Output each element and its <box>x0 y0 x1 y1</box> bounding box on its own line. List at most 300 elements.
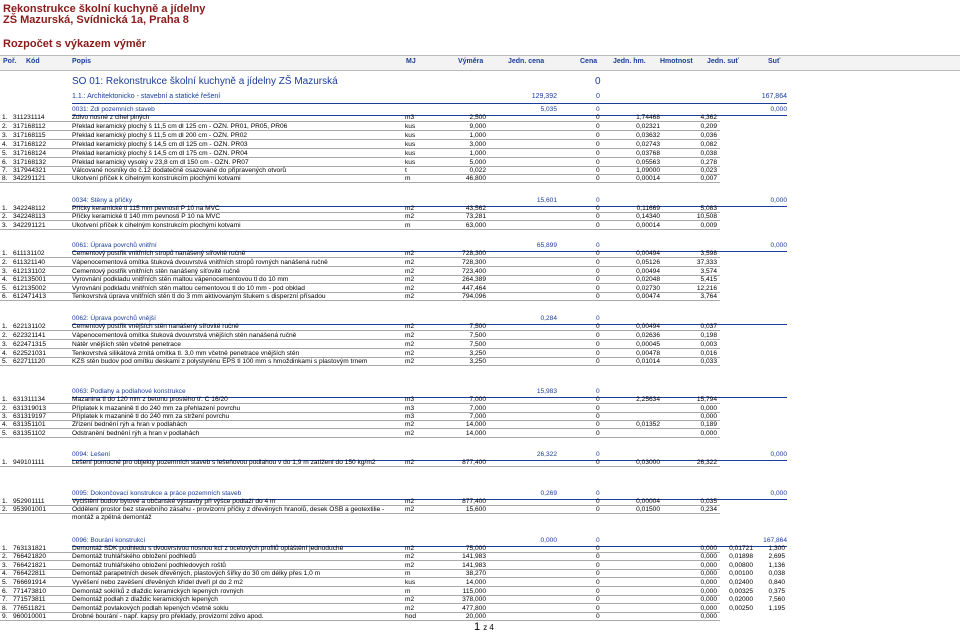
col-jedn-cena: Jedn. cena <box>508 58 545 65</box>
row-mj: m2 <box>405 250 415 257</box>
row-hm: 5,083 <box>700 205 717 212</box>
row-jhm: 0,00494 <box>636 323 660 330</box>
row-z: 0 <box>596 405 600 412</box>
row-code: 949101111 <box>13 459 45 466</box>
row-jsut: 0,02400 <box>729 579 753 586</box>
row-code: 612131102 <box>13 268 46 275</box>
so-heading <box>72 76 601 87</box>
row-qty: 477,800 <box>462 605 486 612</box>
row-code: 342248113 <box>13 213 46 220</box>
row-code: 317168115 <box>13 132 46 139</box>
row-desc: Vyvěšení nebo zavěšení dřevěných křídel dveří pl do 2 m2 <box>72 579 243 586</box>
row-z: 0 <box>596 562 600 569</box>
row-qty: 14,000 <box>465 421 486 428</box>
row-desc: Odstranění bednění rýh a hran v podlahách <box>72 430 200 437</box>
row-sut: 1,300 <box>768 545 785 552</box>
row-code: 766421820 <box>13 553 47 560</box>
row-mj: m2 <box>405 605 415 612</box>
row-code: 766421821 <box>13 562 47 569</box>
row-code: 342291121 <box>13 222 46 229</box>
row-code: 612471413 <box>13 293 47 300</box>
row-mj: m2 <box>405 421 415 428</box>
row-jsut: 0,02000 <box>729 596 753 603</box>
row-z: 0 <box>596 285 600 292</box>
section-title: 0031: Zdi pozemních staveb <box>72 106 155 113</box>
row-jhm: 0,11669 <box>636 205 660 212</box>
row-z: 0 <box>596 498 600 505</box>
section-title: 0096: Bourání konstrukcí <box>72 537 146 544</box>
row-num: 3. <box>2 341 8 348</box>
row-code: 771473810 <box>13 588 47 595</box>
project-title: Rekonstrukce školní kuchyně a jídelny <box>3 3 206 15</box>
row-code: 631351101 <box>13 421 46 428</box>
row-z: 0 <box>596 358 600 365</box>
row-num: 4. <box>2 276 8 283</box>
row-num: 3. <box>2 222 8 229</box>
row-mj: kus <box>405 579 416 586</box>
row-num: 2. <box>2 405 8 412</box>
row-desc: Cementový postřik vnějších stěn nanášený sířovitě ručně <box>72 323 239 330</box>
row-hm: 0,003 <box>700 341 717 348</box>
row-sut: 0,038 <box>768 570 785 577</box>
row-qty: 447,464 <box>462 285 486 292</box>
row-mj: m2 <box>405 459 415 466</box>
row-num: 4. <box>2 141 8 148</box>
row-qty: 3,250 <box>469 358 486 365</box>
row-z: 0 <box>596 413 600 420</box>
col-popis: Popis <box>72 58 92 65</box>
row-code: 622711120 <box>13 358 46 365</box>
row-num: 1. <box>2 459 8 466</box>
row-hm: 0,000 <box>700 579 717 586</box>
row-mj: m3 <box>405 396 415 403</box>
row-mj: m2 <box>405 350 415 357</box>
section-title: 0095: Dokončovací konstrukce a práce pozemních staveb <box>72 490 242 497</box>
section-sut: 0,000 <box>770 490 787 497</box>
row-desc: Demontáž parapetních desek dřevěných, plastových šířky do 30 cm délky přes 1,0 m <box>72 570 321 577</box>
row-desc: Oddělení prostor bez stavebního zásahu - provizorní příčky z dřevěných hranolů, desek OSB a geotextilie - montáž a zpětná demontáž <box>72 506 385 521</box>
row-mj: m2 <box>405 276 415 283</box>
row-jhm: 0,14340 <box>636 213 660 220</box>
row-desc: Demontáž truhlářského obložení podhledových roštů <box>72 562 226 569</box>
row-sut: 7,560 <box>768 596 785 603</box>
row-jhm: 2,25634 <box>636 396 660 403</box>
row-code: 631319013 <box>13 405 47 412</box>
section-hm: 15,983 <box>536 388 557 395</box>
row-num: 6. <box>2 588 8 595</box>
row-hm: 0,009 <box>700 222 717 229</box>
row-desc: Cementový postřik vnitřních stěn nanášený síťovitě ručně <box>72 268 240 275</box>
section-z: 0 <box>596 197 600 204</box>
row-desc: Vyčištění budov bytové a občanské výstavby při výšce podlaží do 4 m <box>72 498 276 505</box>
row-z: 0 <box>596 250 600 257</box>
row-z: 0 <box>596 396 600 403</box>
arch-heading <box>72 92 787 104</box>
row-num: 5. <box>2 430 8 437</box>
row-num: 8. <box>2 175 8 182</box>
row-num: 2. <box>2 213 8 220</box>
row-z: 0 <box>596 259 600 266</box>
row-mj: m2 <box>405 332 415 339</box>
row-hm: 0,023 <box>700 167 717 174</box>
row-jsut: 0,00100 <box>729 570 753 577</box>
row-hm: 0,000 <box>700 413 717 420</box>
row-mj: kus <box>405 150 416 157</box>
row-jsut: 0,01721 <box>729 545 753 552</box>
row-desc: KZS stěn budov pod omítku deskami z polystyrénu EPS tl 100 mm s hmoždinkami s plastovým trnem <box>72 358 368 365</box>
row-mj: m2 <box>405 323 415 330</box>
row-z: 0 <box>596 141 600 148</box>
row-z: 0 <box>596 506 600 513</box>
row-code: 317168124 <box>13 150 47 157</box>
row-qty: 73,281 <box>465 213 486 220</box>
row-code: 952901111 <box>13 498 45 505</box>
row-num: 6. <box>2 159 8 166</box>
row-hm: 4,362 <box>700 114 717 121</box>
arch-hm: 129,392 <box>531 93 557 100</box>
row-hm: 0,016 <box>700 350 717 357</box>
row-desc: Lešení pomocné pro objekty pozemních staveb s lešeňovou podlahou v do 1,9 m zatížení do 150 kg/m2 <box>72 459 376 466</box>
col-jedn-hm: Jedn. hm. <box>613 58 646 65</box>
row-hm: 0,007 <box>700 175 717 182</box>
row-mj: m <box>405 588 411 595</box>
row-jhm: 0,03768 <box>636 150 660 157</box>
row-qty: 38,270 <box>465 570 486 577</box>
row-z: 0 <box>596 430 600 437</box>
row-qty: 5,000 <box>469 159 486 166</box>
row-desc: Vápenocementová omítka štuková dvouvrstvá vnitřních stropů rovných nanášená ručně <box>72 259 328 266</box>
row-mj: m2 <box>405 285 415 292</box>
section-title: 0034: Stěny a příčky <box>72 197 133 204</box>
row-jhm: 0,02743 <box>636 141 660 148</box>
row-jhm: 0,00474 <box>636 293 660 300</box>
row-code: 622321141 <box>13 332 46 339</box>
section-z: 0 <box>596 242 600 249</box>
row-qty: 15,600 <box>465 506 486 513</box>
row-desc: Válcované nosníky do č.12 dodatečně osazované do připravených otvorů <box>72 167 287 174</box>
row-code: 317168132 <box>13 159 47 166</box>
row-desc: Tenkovrstvá úprava vnitřních stěn tl do 3 mm aktivovaným štukem s disperzní přísadou <box>72 293 326 300</box>
section-z: 0 <box>596 451 600 458</box>
page-current: 1 <box>474 621 481 633</box>
row-z: 0 <box>596 213 600 220</box>
row-qty: 723,400 <box>462 268 486 275</box>
row-hm: 15,794 <box>696 396 717 403</box>
section-sut: 0,000 <box>770 242 787 249</box>
row-divider <box>0 620 720 621</box>
row-jhm: 0,02636 <box>636 332 660 339</box>
row-z: 0 <box>596 613 600 620</box>
row-code: 631351102 <box>13 430 46 437</box>
row-hm: 0,189 <box>700 421 717 428</box>
row-hm: 3,574 <box>700 268 717 275</box>
row-desc: Drobné bourání - např. kapsy pro překlady, provizorní zdivo apod. <box>72 613 264 620</box>
row-desc: Překlad keramický plochý š 11,5 cm dl 200 cm - OZN. PR02 <box>72 132 248 139</box>
row-qty: 7,000 <box>469 405 486 412</box>
section-z: 0 <box>596 537 600 544</box>
row-code: 631311134 <box>13 396 46 403</box>
row-hm: 26,322 <box>696 459 717 466</box>
section-hm: 0,000 <box>540 537 557 544</box>
row-hm: 0,278 <box>700 159 717 166</box>
row-mj: m <box>405 570 411 577</box>
col-vymera: Výměra <box>458 58 484 65</box>
row-z: 0 <box>596 421 600 428</box>
row-z: 0 <box>596 132 600 139</box>
row-num: 1. <box>2 323 8 330</box>
arch-title: 1.1.: Architektonicko - stavební a statické řešení <box>72 93 221 100</box>
row-z: 0 <box>596 175 600 182</box>
row-mj: m2 <box>405 293 415 300</box>
row-num: 5. <box>2 579 8 586</box>
row-divider <box>0 513 720 514</box>
row-code: 612135001 <box>13 276 47 283</box>
row-z: 0 <box>596 150 600 157</box>
row-num: 1. <box>2 498 8 505</box>
row-qty: 9,000 <box>469 123 486 130</box>
section-hm: 15,601 <box>536 197 557 204</box>
row-mj: kus <box>405 141 416 148</box>
row-code: 766422811 <box>13 570 46 577</box>
row-hm: 12,216 <box>696 285 717 292</box>
row-qty: 7,500 <box>469 332 486 339</box>
row-hm: 0,082 <box>700 141 717 148</box>
row-mj: m2 <box>405 268 415 275</box>
row-num: 2. <box>2 123 8 130</box>
row-code: 611131102 <box>13 250 45 257</box>
section-z: 0 <box>596 388 600 395</box>
row-num: 3. <box>2 562 8 569</box>
row-desc: Příčky keramické tl 140 mm pevnosti P 10 na MVC <box>72 213 221 220</box>
row-mj: kus <box>405 123 416 130</box>
row-z: 0 <box>596 350 600 357</box>
row-hm: 37,333 <box>696 259 717 266</box>
section-sut: 0,000 <box>770 197 787 204</box>
row-z: 0 <box>596 293 600 300</box>
row-num: 5. <box>2 358 8 365</box>
row-hm: 0,035 <box>700 498 717 505</box>
col-sut: Suť <box>768 58 781 65</box>
row-hm: 0,037 <box>700 323 717 330</box>
row-num: 5. <box>2 150 8 157</box>
row-code: 776511821 <box>13 605 46 612</box>
row-mj: m2 <box>405 341 415 348</box>
section-hm: 0,269 <box>540 490 557 497</box>
row-divider <box>0 365 720 366</box>
row-qty: 14,000 <box>465 430 486 437</box>
row-qty: 20,000 <box>465 613 486 620</box>
row-mj: m3 <box>405 405 415 412</box>
row-desc: Mazanina tl do 120 mm z betonu prostého tř. C 16/20 <box>72 396 228 403</box>
row-qty: 3,250 <box>469 350 486 357</box>
row-num: 5. <box>2 285 8 292</box>
section-sut: 167,864 <box>763 537 787 544</box>
row-hm: 0,000 <box>700 613 717 620</box>
section-sut: 0,000 <box>770 451 787 458</box>
row-divider <box>0 437 720 438</box>
row-qty: 43,562 <box>465 205 486 212</box>
row-code: 342291121 <box>13 175 46 182</box>
row-num: 2. <box>2 332 8 339</box>
row-qty: 7,500 <box>469 323 486 330</box>
row-qty: 728,300 <box>462 259 486 266</box>
row-jhm: 0,00014 <box>636 222 660 229</box>
row-num: 2. <box>2 259 8 266</box>
row-qty: 1,000 <box>469 150 486 157</box>
row-qty: 141,983 <box>462 562 486 569</box>
row-qty: 46,800 <box>465 175 486 182</box>
row-jhm: 1,09000 <box>636 167 660 174</box>
row-num: 1. <box>2 250 8 257</box>
row-mj: m2 <box>405 553 415 560</box>
row-jsut: 0,00325 <box>729 588 753 595</box>
row-hm: 0,234 <box>700 506 717 513</box>
row-num: 3. <box>2 413 8 420</box>
row-num: 1. <box>2 396 8 403</box>
row-jsut: 0,00250 <box>729 605 753 612</box>
row-mj: kus <box>405 132 416 139</box>
row-jhm: 0,03000 <box>636 459 660 466</box>
row-desc: Demontáž podlah z dlaždic keramických lepených <box>72 596 218 603</box>
section-title: 0062: Úprava povrchů vnější <box>72 315 156 322</box>
row-mj: m3 <box>405 413 415 420</box>
row-desc: Tenkovrstvá silikátová zrnitá omítka tl. 3,0 mm včetně penetrace vnějších stěn <box>72 350 300 357</box>
row-jhm: 0,00478 <box>636 350 660 357</box>
row-code: 622521031 <box>13 350 47 357</box>
row-qty: 14,000 <box>465 579 486 586</box>
row-mj: m <box>405 175 411 182</box>
row-hm: 0,000 <box>700 596 717 603</box>
row-z: 0 <box>596 553 600 560</box>
row-mj: m2 <box>405 259 415 266</box>
row-desc: Příplatek k mazanině tl do 240 mm za přehlazení povrchu <box>72 405 241 412</box>
row-z: 0 <box>596 114 600 121</box>
row-qty: 264,389 <box>462 276 486 283</box>
row-qty: 0,022 <box>469 167 486 174</box>
row-num: 3. <box>2 132 8 139</box>
section-z: 0 <box>596 490 600 497</box>
row-desc: Demontáž SDK podhledu s dvouvrstvou nosnou kcí z ocelových profilů opláštění jednoduché <box>72 545 344 552</box>
row-hm: 0,000 <box>700 588 717 595</box>
row-num: 3. <box>2 268 8 275</box>
row-hm: 0,000 <box>700 405 717 412</box>
row-mj: m2 <box>405 596 415 603</box>
row-z: 0 <box>596 605 600 612</box>
row-hm: 0,000 <box>700 545 717 552</box>
section-hm: 5,035 <box>540 106 557 113</box>
row-divider <box>0 466 720 467</box>
row-code: 611321140 <box>13 259 46 266</box>
row-desc: Cementový postřik vnitřních stropů nanášený sířovitě ručně <box>72 250 246 257</box>
row-z: 0 <box>596 167 600 174</box>
row-desc: Příplatek k mazanině tl do 240 mm za stržení povrchu <box>72 413 230 420</box>
row-qty: 75,000 <box>465 545 486 552</box>
row-z: 0 <box>596 596 600 603</box>
row-jhm: 0,03632 <box>636 132 660 139</box>
row-qty: 115,000 <box>462 588 486 595</box>
row-desc: Příčky keramické tl 115 mm pevnosti P 10 na MVC <box>72 205 220 212</box>
row-num: 4. <box>2 570 8 577</box>
row-z: 0 <box>596 276 600 283</box>
row-code: 317944321 <box>13 167 47 174</box>
row-sut: 0,840 <box>768 579 785 586</box>
row-jhm: 1,74468 <box>636 114 660 121</box>
row-desc: Překlad keramický vysoký v 23,8 cm dl 150 cm - OZN. PR07 <box>72 159 249 166</box>
section-title: 0061: Úprava povrchů vnitřní <box>72 242 157 249</box>
row-qty: 378,000 <box>462 596 486 603</box>
row-hm: 0,000 <box>700 562 717 569</box>
row-code: 342248112 <box>13 205 46 212</box>
row-hm: 0,033 <box>700 358 717 365</box>
col-kod: Kód <box>26 58 40 65</box>
column-header-row <box>0 55 960 71</box>
row-jhm: 0,02730 <box>636 285 660 292</box>
row-hm: 0,000 <box>700 605 717 612</box>
row-z: 0 <box>596 459 600 466</box>
row-qty: 877,400 <box>462 459 486 466</box>
row-mj: m2 <box>405 430 415 437</box>
row-mj: m2 <box>405 498 415 505</box>
row-code: 317168112 <box>13 123 46 130</box>
section-hm: 26,322 <box>536 451 557 458</box>
row-num: 1. <box>2 114 8 121</box>
row-jhm: 0,05563 <box>636 159 660 166</box>
row-qty: 3,000 <box>469 141 486 148</box>
document-title: Rozpočet s výkazem výměr <box>3 38 147 50</box>
row-jsut: 0,00800 <box>729 562 753 569</box>
row-qty: 1,000 <box>469 132 486 139</box>
row-num: 1. <box>2 205 8 212</box>
section-z: 0 <box>596 106 600 113</box>
row-mj: m3 <box>405 114 415 121</box>
col-hmotnost: Hmotnost <box>660 58 693 65</box>
section-title: 0094: Lešení <box>72 451 111 458</box>
page-total: z 4 <box>483 623 494 632</box>
row-qty: 728,300 <box>462 250 486 257</box>
row-desc: Překlad keramický plochý š 11,5 cm dl 125 cm - OZN. PR01, PR05, PR06 <box>72 123 288 130</box>
row-hm: 0,000 <box>700 570 717 577</box>
row-z: 0 <box>596 332 600 339</box>
row-code: 763131821 <box>13 545 47 552</box>
row-num: 1. <box>2 545 8 552</box>
col-por: Poř. <box>3 58 17 65</box>
row-code: 612135002 <box>13 285 47 292</box>
row-mj: m2 <box>405 562 415 569</box>
row-jhm: 0,01352 <box>636 421 660 428</box>
row-jhm: 0,00004 <box>636 498 660 505</box>
row-divider <box>0 300 720 301</box>
so-title: SO 01: Rekonstrukce školní kuchyně a jídelny ZŠ Mazurská <box>72 76 338 87</box>
row-qty: 877,400 <box>462 498 486 505</box>
row-desc: Zřízení bednění rýh a hran v podlahách <box>72 421 188 428</box>
row-desc: Vyrovnání podkladu vnitřních stěn maltou vápenocementovou tl do 10 mm <box>72 276 289 283</box>
row-mj: m2 <box>405 213 415 220</box>
row-sut: 2,695 <box>768 553 785 560</box>
row-sut: 1,136 <box>768 562 785 569</box>
arch-sut: 167,864 <box>761 93 787 100</box>
row-sut: 1,195 <box>768 605 785 612</box>
row-num: 4. <box>2 350 8 357</box>
row-qty: 63,000 <box>465 222 486 229</box>
row-z: 0 <box>596 545 600 552</box>
row-desc: Překlad keramický plochý š 14,5 cm dl 125 cm - OZN. PR03 <box>72 141 248 148</box>
row-hm: 0,036 <box>700 132 717 139</box>
row-z: 0 <box>596 570 600 577</box>
row-sut: 0,375 <box>768 588 785 595</box>
section-hm: 65,899 <box>536 242 557 249</box>
row-jhm: 0,00045 <box>636 341 660 348</box>
so-value: 0 <box>595 76 601 87</box>
